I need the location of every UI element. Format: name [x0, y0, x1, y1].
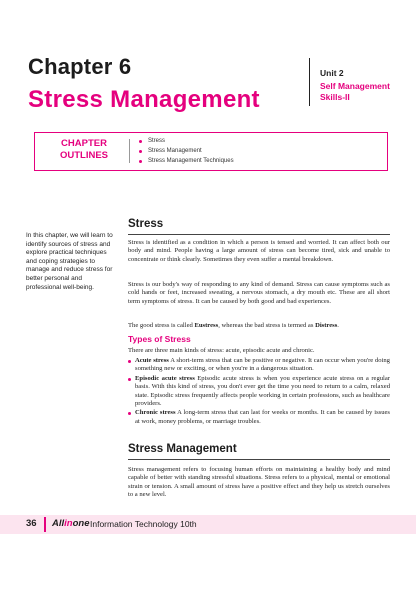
text: A short-term stress that can be positive or negative. It can occur when you're doing something new or exciting, or when you're in a dangerous situation.	[135, 357, 390, 373]
unit-label: Unit 2	[320, 68, 344, 78]
unit-box	[309, 58, 416, 106]
chapter-outline-box	[34, 132, 388, 171]
stress-types-list	[128, 357, 390, 427]
list-item	[128, 357, 390, 374]
text: Episodic acute stress is when you experience acute stress on a regular basis. With this kind of stress, you don't ever get the time you need to return to a calm, relaxed state. Episodic stress frequently affects people working in certain professions, such as healthcare providers.	[135, 374, 390, 408]
unit-name: Self Management Skills-II	[320, 81, 390, 102]
list-item	[128, 409, 390, 426]
text: A long-term stress that can last for weeks or months. It can be caused by issues at work, money problems, or marriage troubles.	[135, 409, 390, 425]
term: Chronic stress	[135, 409, 176, 417]
paragraph: There are three main kinds of stress: acute, episodic acute and chronic.	[128, 347, 315, 354]
paragraph: Stress management refers to focusing human efforts on maintaining a healthy body and mind capable of better with standing stressful situations. Stress refers to a physical, mental or emotional strain or tension. A small amount of stress have a positive effect and they help us stretch ourselves to a new level.	[128, 466, 390, 499]
page-number: 36	[26, 518, 37, 529]
term-distress: Distress	[315, 322, 338, 329]
section-heading-stress: Stress	[128, 218, 164, 230]
book-title: Information Technology 10th	[90, 519, 197, 529]
text: , whereas the bad stress is termed as	[218, 322, 316, 329]
text: .	[337, 322, 339, 329]
footer-separator	[44, 517, 46, 532]
chapter-title: Stress Management	[28, 86, 260, 113]
outline-item: Stress Management	[139, 146, 234, 156]
chapter-label: Chapter 6	[28, 54, 132, 79]
subheading-types-of-stress: Types of Stress	[128, 334, 191, 344]
outline-item: Stress Management Techniques	[139, 156, 234, 166]
side-note: In this chapter, we will learn to identify sources of stress and explore practical techniques and coping strategies to manage and reduce stress for better personal and professional well-being.	[26, 232, 113, 291]
section-heading-stress-management: Stress Management	[128, 443, 237, 455]
text: All	[52, 518, 65, 529]
section-divider	[128, 234, 390, 235]
outline-list	[139, 136, 234, 166]
outline-title: CHAPTER OUTLINES	[59, 138, 109, 161]
outline-divider	[129, 139, 130, 163]
text: one	[72, 518, 90, 529]
paragraph: Stress is our body's way of responding to any kind of demand. Stress can cause symptoms such as cold hands or feet, increased sweating, a nervous stomach, a dry mouth etc. These are all short term symptoms of stress. It can be caused by both good and bad experiences.	[128, 281, 390, 305]
paragraph-eustress	[128, 322, 390, 330]
text: in	[64, 518, 73, 529]
term: Acute stress	[135, 357, 169, 364]
term-eustress: Eustress	[194, 322, 219, 329]
term: Episodic acute stress	[135, 374, 195, 382]
section-divider	[128, 459, 390, 460]
paragraph: Stress is identified as a condition in which a person is tensed and worried. It can affect both our body and mind. People having a large amount of stress can become tired, sick and unable to concentrate or think clearly. Sometimes they even suffer a mental breakdown.	[128, 239, 390, 263]
outline-item: Stress	[139, 136, 234, 146]
text: The good stress is called	[128, 322, 195, 329]
list-item	[128, 375, 390, 409]
brand-logo	[52, 518, 89, 529]
